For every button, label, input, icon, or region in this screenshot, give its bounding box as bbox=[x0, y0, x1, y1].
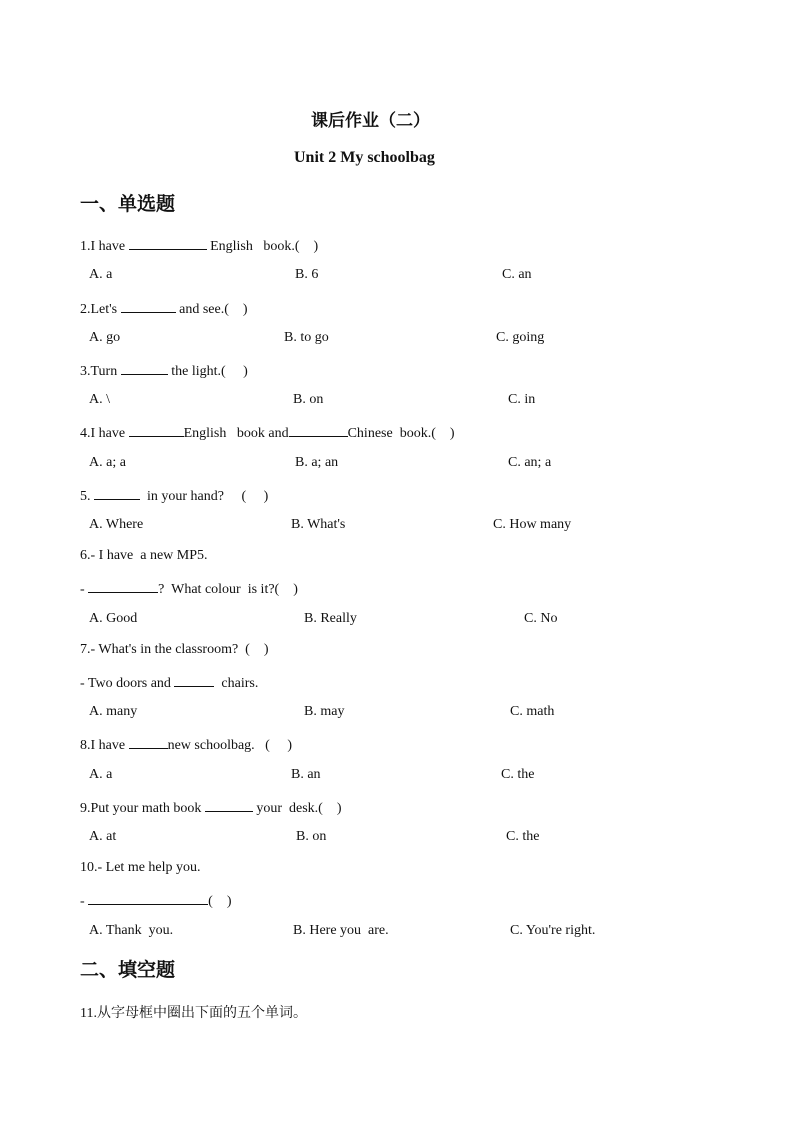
question-6-reply: - ? What colour is it?( ) bbox=[80, 579, 298, 598]
question-2: 2.Let's and see.( ) bbox=[80, 299, 248, 318]
q4-option-c[interactable]: C. an; a bbox=[508, 455, 552, 470]
answer-blank[interactable] bbox=[289, 423, 348, 437]
question-11: 11.从字母框中圈出下面的五个单词。 bbox=[80, 1006, 307, 1021]
q10-option-b[interactable]: B. Here you are. bbox=[293, 923, 389, 938]
q7-option-a[interactable]: A. many bbox=[89, 704, 138, 719]
question-10: 10.- Let me help you. bbox=[80, 860, 201, 875]
page-title: 课后作业（二） bbox=[311, 111, 430, 130]
question-1: 1.I have English book.( ) bbox=[80, 236, 318, 255]
question-4: 4.I have English book and Chinese book.( ) bbox=[80, 423, 455, 442]
q5-option-a[interactable]: A. Where bbox=[89, 517, 144, 532]
q9-option-b[interactable]: B. on bbox=[296, 829, 327, 844]
q5-option-b[interactable]: B. What's bbox=[291, 517, 346, 532]
answer-blank[interactable] bbox=[174, 673, 214, 687]
question-7-reply: - Two doors and chairs. bbox=[80, 673, 258, 692]
answer-blank[interactable] bbox=[88, 579, 158, 593]
q7-option-c[interactable]: C. math bbox=[510, 704, 555, 719]
question-8: 8.I have new schoolbag. ( ) bbox=[80, 735, 292, 754]
q3-option-a[interactable]: A. \ bbox=[89, 392, 110, 407]
q4-option-b[interactable]: B. a; an bbox=[295, 455, 339, 470]
section-heading-single-choice: 一、单选题 bbox=[80, 194, 176, 215]
q8-option-c[interactable]: C. the bbox=[501, 767, 535, 782]
answer-blank[interactable] bbox=[129, 735, 168, 749]
q2-option-a[interactable]: A. go bbox=[89, 330, 121, 345]
section-heading-fill-in: 二、填空题 bbox=[80, 960, 176, 981]
q3-option-b[interactable]: B. on bbox=[293, 392, 324, 407]
answer-blank[interactable] bbox=[121, 361, 168, 375]
q2-option-c[interactable]: C. going bbox=[496, 330, 545, 345]
question-7: 7.- What's in the classroom? ( ) bbox=[80, 642, 269, 657]
q1-option-b[interactable]: B. 6 bbox=[295, 267, 319, 282]
question-9: 9.Put your math book your desk.( ) bbox=[80, 798, 342, 817]
q1-option-c[interactable]: C. an bbox=[502, 267, 532, 282]
question-5: 5. in your hand? ( ) bbox=[80, 486, 268, 505]
q7-option-b[interactable]: B. may bbox=[304, 704, 345, 719]
answer-blank[interactable] bbox=[205, 798, 253, 812]
q3-option-c[interactable]: C. in bbox=[508, 392, 536, 407]
q1-option-a[interactable]: A. a bbox=[89, 267, 113, 282]
q9-option-a[interactable]: A. at bbox=[89, 829, 117, 844]
q8-option-a[interactable]: A. a bbox=[89, 767, 113, 782]
question-6: 6.- I have a new MP5. bbox=[80, 548, 208, 563]
q5-option-c[interactable]: C. How many bbox=[493, 517, 572, 532]
q6-option-c[interactable]: C. No bbox=[524, 611, 558, 626]
question-10-reply: - ( ) bbox=[80, 891, 232, 910]
q10-option-c[interactable]: C. You're right. bbox=[510, 923, 596, 938]
q6-option-b[interactable]: B. Really bbox=[304, 611, 357, 626]
q10-option-a[interactable]: A. Thank you. bbox=[89, 923, 174, 938]
q4-option-a[interactable]: A. a; a bbox=[89, 455, 126, 470]
answer-blank[interactable] bbox=[121, 299, 176, 313]
answer-blank[interactable] bbox=[88, 891, 208, 905]
q9-option-c[interactable]: C. the bbox=[506, 829, 540, 844]
page-subtitle: Unit 2 My schoolbag bbox=[294, 149, 435, 166]
answer-blank[interactable] bbox=[129, 423, 184, 437]
q8-option-b[interactable]: B. an bbox=[291, 767, 321, 782]
question-3: 3.Turn the light.( ) bbox=[80, 361, 248, 380]
answer-blank[interactable] bbox=[129, 236, 207, 250]
answer-blank[interactable] bbox=[94, 486, 140, 500]
q2-option-b[interactable]: B. to go bbox=[284, 330, 329, 345]
q6-option-a[interactable]: A. Good bbox=[89, 611, 138, 626]
